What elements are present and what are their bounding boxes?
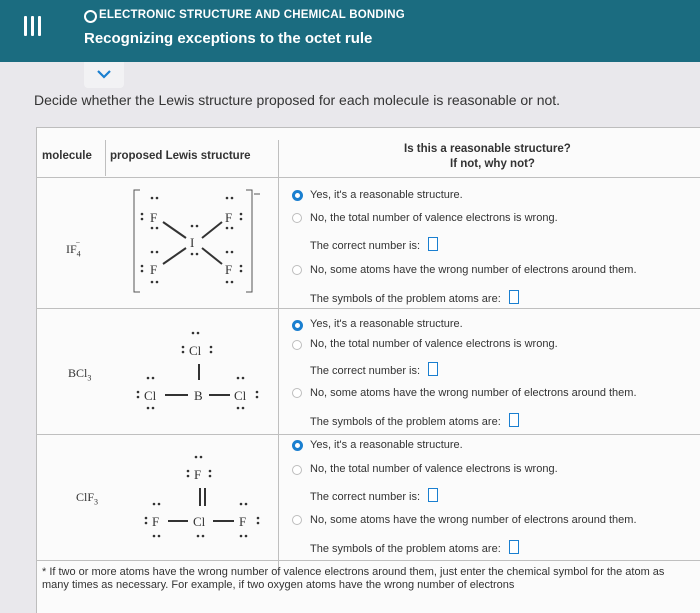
radio-if4-valence[interactable] [292, 213, 302, 223]
header-question-1: Is this a reasonable structure? [404, 143, 571, 155]
input-bcl3-number[interactable] [428, 362, 438, 376]
correct-number-clf3: The correct number is: [310, 488, 438, 503]
radio-clf3-atoms[interactable] [292, 515, 302, 525]
input-clf3-symbols[interactable] [509, 540, 519, 554]
header-bar [0, 0, 700, 62]
lewis-structure-if4 [130, 184, 260, 300]
atom-f-top-right: F [225, 210, 233, 225]
symbols-clf3: The symbols of the problem atoms are: [310, 540, 519, 555]
radio-clf3-valence[interactable] [292, 465, 302, 475]
option-clf3-valence: No, the total number of valence electrons is wrong. [310, 463, 558, 475]
atom-f-bottom-right: F [225, 262, 233, 277]
expand-toggle[interactable] [84, 62, 124, 88]
atom-cl-top: Cl [189, 343, 202, 358]
header-structure: proposed Lewis structure [110, 150, 251, 162]
lewis-structure-clf3 [136, 442, 276, 546]
atom-f-bottom-left: F [150, 262, 158, 277]
atom-f-top: F [194, 467, 202, 482]
option-bcl3-yes: Yes, it's a reasonable structure. [310, 318, 463, 330]
molecule-bcl3: BCl$_3$ [68, 366, 92, 383]
radio-if4-atoms[interactable] [292, 265, 302, 275]
atom-f-right: F [239, 514, 247, 529]
atom-cl-right: Cl [234, 388, 247, 403]
atom-cl-left: Cl [144, 388, 157, 403]
input-if4-symbols[interactable] [509, 290, 519, 304]
radio-clf3-yes[interactable] [292, 440, 303, 451]
lewis-structure-bcl3 [130, 318, 270, 414]
menu-icon[interactable] [22, 16, 42, 38]
radio-if4-yes[interactable] [292, 190, 303, 201]
option-if4-atoms: No, some atoms have the wrong number of electrons around them. [310, 264, 637, 276]
input-if4-number[interactable] [428, 237, 438, 251]
molecule-if4: $IF_4^-$ [66, 238, 81, 259]
option-bcl3-atoms: No, some atoms have the wrong number of electrons around them. [310, 387, 637, 399]
option-if4-valence: No, the total number of valence electrons is wrong. [310, 212, 558, 224]
atom-f-left: F [152, 514, 160, 529]
radio-bcl3-atoms[interactable] [292, 388, 302, 398]
option-clf3-atoms: No, some atoms have the wrong number of electrons around them. [310, 514, 637, 526]
input-clf3-number[interactable] [428, 488, 438, 502]
option-if4-yes: Yes, it's a reasonable structure. [310, 189, 463, 201]
correct-number-bcl3: The correct number is: [310, 362, 438, 377]
chevron-down-icon [96, 68, 112, 80]
header-molecule: molecule [42, 150, 92, 162]
input-bcl3-symbols[interactable] [509, 413, 519, 427]
symbols-if4: The symbols of the problem atoms are: [310, 290, 519, 305]
question-prompt: Decide whether the Lewis structure proposed for each molecule is reasonable or not. [34, 92, 561, 108]
correct-number-if4: The correct number is: [310, 237, 438, 252]
header-question-2: If not, why not? [450, 158, 535, 170]
topic-circle-icon [84, 10, 97, 23]
atom-b-center: B [194, 388, 203, 403]
footnote: * If two or more atoms have the wrong number of valence electrons around them, just enter the chemical symbol for the atom as many times as necessary. For example, if two oxygen atoms have the wrong number of electrons [42, 566, 665, 591]
atom-cl-center: Cl [193, 514, 206, 529]
topic-supertitle: ELECTRONIC STRUCTURE AND CHEMICAL BONDING [99, 9, 405, 21]
atom-i-center: I [190, 235, 195, 250]
page-title: Recognizing exceptions to the octet rule [84, 30, 373, 47]
option-bcl3-valence: No, the total number of valence electrons is wrong. [310, 338, 558, 350]
radio-bcl3-yes[interactable] [292, 320, 303, 331]
radio-bcl3-valence[interactable] [292, 340, 302, 350]
atom-f-top-left: F [150, 210, 158, 225]
option-clf3-yes: Yes, it's a reasonable structure. [310, 439, 463, 451]
symbols-bcl3: The symbols of the problem atoms are: [310, 413, 519, 428]
molecule-clf3: ClF$_3$ [76, 490, 99, 507]
